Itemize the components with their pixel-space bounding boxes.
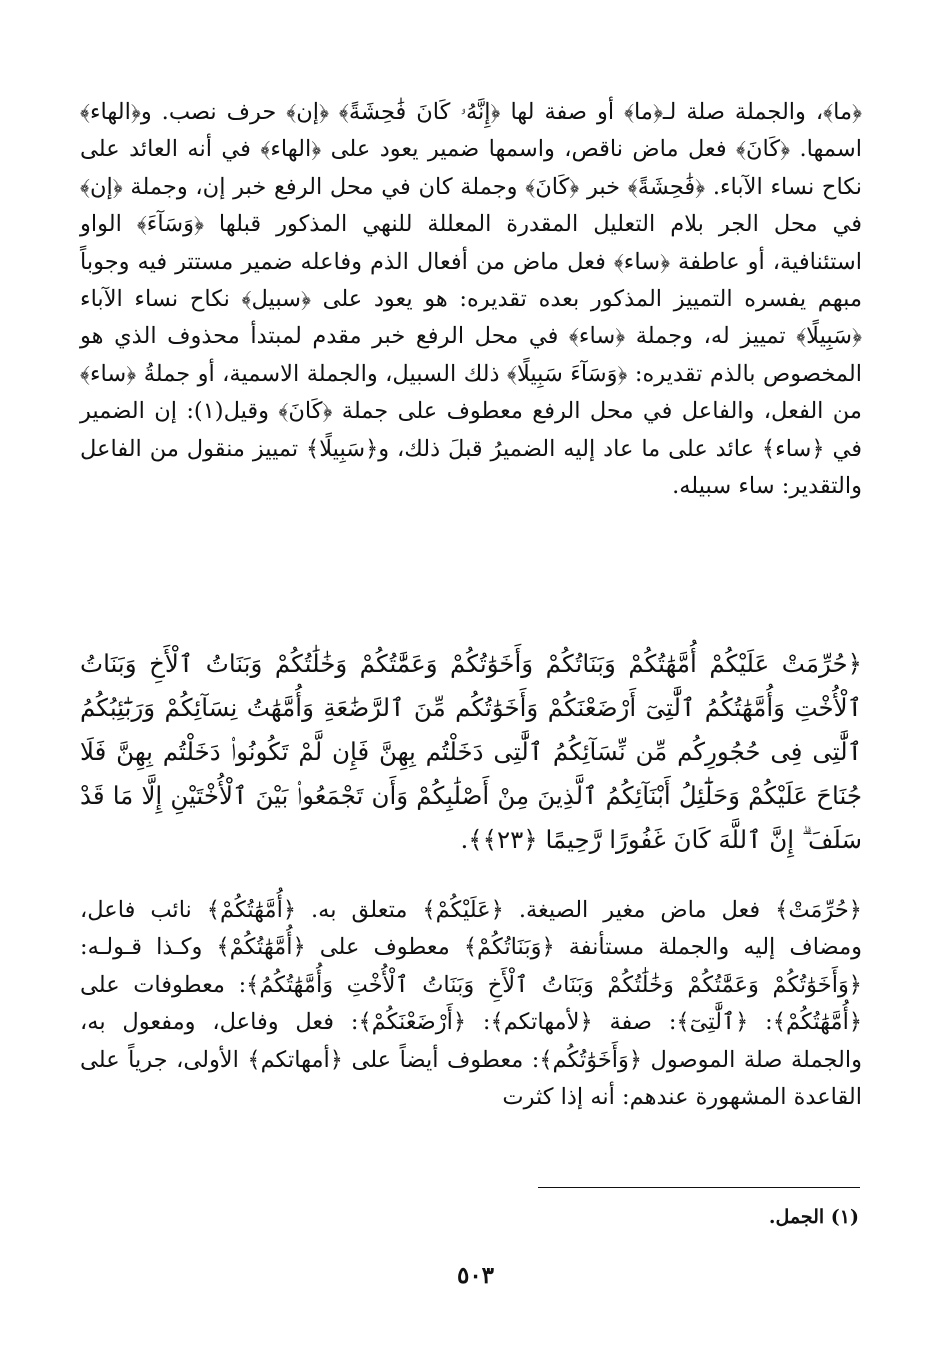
footnote: (١) الجمل. [768,1206,859,1228]
page-number: ٥٠٣ [456,1262,495,1289]
footnote-divider [538,1187,860,1188]
commentary-paragraph-1: ﴿ما﴾، والجملة صلة لـ﴿ما﴾ أو صفة لها ﴿إِنَّهُۥ كَانَ فَٰحِشَةً﴾ ﴿إن﴾ حرف نصب. و﴿الهاء﴾ اسمها. ﴿كَانَ﴾ فعل ماض ناقص، واسمها ضمير يعود على ﴿الهاء﴾ في أنه العائد على نكاح نساء الآباء. ﴿فَٰحِشَةً﴾ خبر ﴿كَانَ﴾ وجملة كان في محل الرفع خبر إن، وجملة ﴿إن﴾ في محل الجر بلام التعليل المقدرة المعللة للنهي المذكور قبلها ﴿وَسَآءَ﴾ الواو استئنافية، أو عاطفة ﴿ساء﴾ فعل ماض من أفعال الذم وفاعله ضمير مستتر فيه وجوباً مبهم يفسره التمييز المذكور بعده تقديره: هو يعود على ﴿سبيل﴾ نكاح نساء الآباء ﴿سَبِيلًا﴾ تمييز له، وجملة ﴿ساء﴾ في محل الرفع خبر مقدم لمبتدأ محذوف الذي هو المخصوص بالذم تقديره: ﴿وَسَآءَ سَبِيلًا﴾ ذلك السبيل، والجملة الاسمية، أو جملةُ ﴿ساء﴾ من الفعل، والفاعل في محل الرفع معطوف على جملة ﴿كَانَ﴾ وقيل(١): إن الضمير في ﴿ساء﴾ عائد على ما عاد إليه الضميرُ قبلَ ذلك، و﴿سَبِيلًا﴾ تمييز منقول من الفاعل والتقدير: ساء سبيله. [80,99,862,500]
quran-verse: ﴿حُرِّمَتْ عَلَيْكُمْ أُمَّهَٰتُكُمْ وَبَنَاتُكُمْ وَأَخَوَٰتُكُمْ وَعَمَّٰتُكُمْ وَخَٰلَٰتُكُمْ وَبَنَاتُ ٱلْأَخِ وَبَنَاتُ ٱلْأُخْتِ وَأُمَّهَٰتُكُمُ ٱلَّٰتِىٓ أَرْضَعْنَكُمْ وَأَخَوَٰتُكُم مِّنَ ٱلرَّضَٰعَةِ وَأُمَّهَٰتُ نِسَآئِكُمْ وَرَبَٰٓئِبُكُمُ ٱلَّٰتِى فِى حُجُورِكُم مِّن نِّسَآئِكُمُ ٱلَّٰتِى دَخَلْتُم بِهِنَّ فَإِن لَّمْ تَكُونُوا۟ دَخَلْتُم بِهِنَّ فَلَا جُنَاحَ عَلَيْكُمْ وَحَلَٰٓئِلُ أَبْنَآئِكُمُ ٱلَّذِينَ مِنْ أَصْلَٰبِكُمْ وَأَن تَجْمَعُوا۟ بَيْنَ ٱلْأُخْتَيْنِ إِلَّا مَا قَدْ سَلَفَ ۗ إِنَّ ٱللَّهَ كَانَ غَفُورًا رَّحِيمًا ﴿٢٣﴾﴾. [80,649,862,854]
commentary-paragraph-2: ﴿حُرِّمَتْ﴾ فعل ماض مغير الصيغة. ﴿عَلَيْكُمْ﴾ متعلق به. ﴿أُمَّهَٰتُكُمْ﴾ نائب فاعل، ومضاف إليه والجملة مستأنفة ﴿وَبَنَاتُكُمْ﴾ معطوف على ﴿أُمَّهَٰتُكُمْ﴾ وكـذا قـولـه: ﴿وَأَخَوَٰتُكُمْ وَعَمَّٰتُكُمْ وَخَٰلَٰتُكُمْ وَبَنَاتُ ٱلْأَخِ وَبَنَاتُ ٱلْأُخْتِ وَأُمَّهَٰتُكُمُ﴾: معطوفات على ﴿أُمَّهَٰتُكُمْ﴾: ﴿ٱلَّٰتِىٓ﴾: صفة ﴿لأمهاتكم﴾: ﴿أَرْضَعْنَكُمْ﴾: فعل وفاعل، ومفعول به، والجملة صلة الموصول ﴿وَأَخَوَٰتُكُم﴾: معطوف أيضاً على ﴿أمهاتكم﴾ الأولى، جرياً على القاعدة المشهورة عندهم: أنه إذا كثرت [80,897,862,1111]
